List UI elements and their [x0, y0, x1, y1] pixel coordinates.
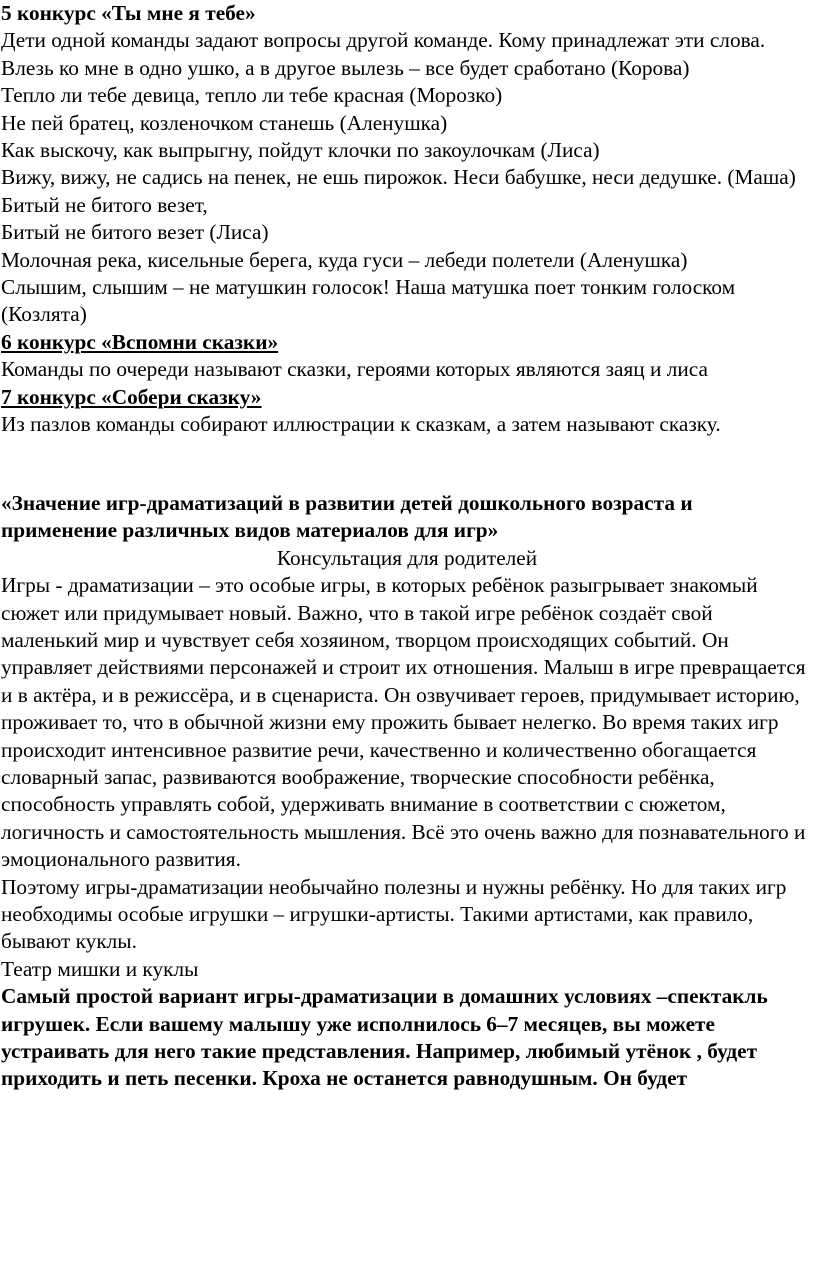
- quote-line: Слышим, слышим – не матушкин голосок! Наша матушка поет тонким голоском (Козлята): [1, 275, 736, 327]
- quote-line: Как выскочу, как выпрыгну, пойдут клочки по закоулочкам (Лиса): [1, 138, 600, 163]
- quote-line: Влезь ко мне в одно ушко, а в другое вылезь – все будет сработано (Корова): [1, 55, 690, 80]
- contest6-title: 6 конкурс «Вспомни сказки»: [1, 329, 279, 354]
- quote-line: Молочная река, кисельные берега, куда гуси – лебеди полетели (Аленушка): [1, 247, 688, 272]
- contest6-text: Команды по очереди называют сказки, героями которых являются заяц и лиса: [1, 357, 708, 382]
- article-title: «Значение игр-драматизаций в развитии детей дошкольного возраста и применение различных видов материалов для игр»: [1, 490, 693, 543]
- blank-line: [1, 466, 813, 490]
- article-paragraph: Поэтому игры-драматизации необычайно полезны и нужны ребёнку. Но для таких игр необходимы особые игрушки – игрушки-артисты. Такими артистами, как правило, бывают куклы.: [1, 874, 787, 954]
- article-paragraph: Игры - драматизации – это особые игры, в которых ребёнок разыгрывает знакомый сюжет или придумывает новый. Важно, что в такой игре ребёнок создаёт свой маленький мир и чувствует себя хозяином, творцом происходящих событий. Он управляет действиями персонажей и строит их отношения. Малыш в игре превращается и в актёра, и в режиссёра, и в сценариста. Он озвучивает героев, придумывает историю, проживает то, что в обычной жизни ему прожить бывает нелегко. Во время таких игр происходит интенсивное развитие речи, качественно и количественно обогащается словарный запас, развиваются воображение, творческие способности ребёнка, способность управлять собой, удерживать внимание в соответствии с сюжетом, логичность и самостоятельность мышления. Всё это очень важно для познавательного и эмоционального развития.: [1, 573, 806, 872]
- contest5-intro: Дети одной команды задают вопросы другой команде. Кому принадлежат эти слова.: [1, 28, 766, 53]
- quote-line: Не пей братец, козленочком станешь (Аленушка): [1, 110, 448, 135]
- contest7-text: Из пазлов команды собирают иллюстрации к сказкам, а затем называют сказку.: [1, 412, 721, 437]
- contest5-title: 5 конкурс «Ты мне я тебе»: [1, 1, 256, 25]
- contest7-title: 7 конкурс «Собери сказку»: [1, 384, 262, 409]
- quote-line: Битый не битого везет,: [1, 192, 208, 217]
- quote-line: Тепло ли тебе девица, тепло ли тебе красная (Морозко): [1, 83, 503, 108]
- section-heading: Театр мишки и куклы: [1, 956, 199, 981]
- article-subtitle: Консультация для родителей: [276, 545, 538, 570]
- quote-line: Битый не битого везет (Лиса): [1, 220, 269, 245]
- quote-line: Вижу, вижу, не садись на пенек, не ешь пирожок. Неси бабушке, неси дедушке. (Маша): [1, 165, 796, 190]
- article-paragraph-bold: Самый простой вариант игры-драматизации в домашних условиях –спектакль игрушек. Если вашему малышу уже исполнилось 6–7 месяцев, вы можете устраивать для него такие представления. Например, любимый утёнок , будет приходить и петь песенки. Кроха не останется равнодушным. Он будет: [1, 984, 768, 1091]
- blank-line: [1, 439, 813, 466]
